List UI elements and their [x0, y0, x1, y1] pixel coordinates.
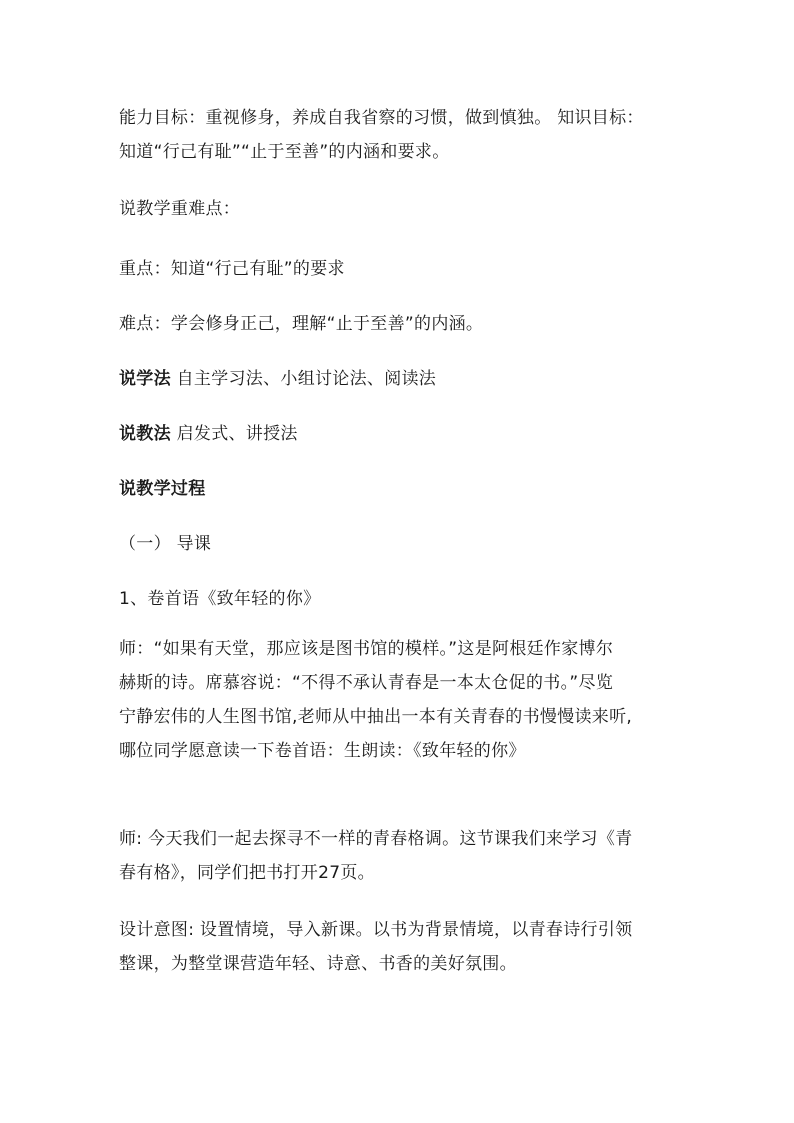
teacher-intro-line-4: 哪位同学愿意读一下卷首语：生朗读：《致年轻的你》 — [119, 741, 526, 761]
design-intent-paragraph — [119, 913, 687, 981]
ability-goal-paragraph — [119, 101, 687, 169]
preface-text: 1、卷首语《致年轻的你》 — [119, 589, 321, 609]
key-point-paragraph — [119, 252, 687, 286]
teacher-lesson-line-1: 师: 今天我们一起去探寻不一样的青春格调。这节课我们来学习《青 — [119, 829, 633, 849]
design-intent-line-2: 整课，为整堂课营造年轻、诗意、书香的美好氛围。 — [119, 954, 517, 974]
teaching-difficulty-text: 说教学重难点： — [119, 199, 241, 219]
teaching-process-text: 说教学过程 — [119, 479, 206, 499]
teaching-method-text: 启发式、讲授法 — [170, 424, 298, 444]
teaching-difficulty-heading — [119, 192, 687, 226]
teacher-intro-line-3: 宁静宏伟的人生图书馆,老师从中抽出一本有关青春的书慢慢读来听, — [119, 707, 633, 727]
key-point-text: 重点：知道“行己有耻”的要求 — [119, 259, 345, 279]
section-intro-heading — [119, 527, 687, 561]
teaching-method-label: 说教法 — [119, 424, 171, 444]
teaching-method-paragraph — [119, 417, 687, 451]
learning-method-label: 说学法 — [119, 369, 171, 389]
section-intro-text: （一） 导课 — [119, 534, 212, 554]
teacher-intro-line-1: 师：“如果有天堂，那应该是图书馆的模样。”这是阿根廷作家博尔 — [119, 639, 614, 659]
teacher-lesson-paragraph — [119, 822, 687, 890]
learning-method-text: 自主学习法、小组讨论法、阅读法 — [170, 369, 437, 389]
teacher-intro-paragraph — [119, 632, 687, 768]
difficult-point-paragraph — [119, 307, 687, 341]
teaching-process-heading — [119, 472, 687, 506]
teacher-intro-line-2: 赫斯的诗。席慕容说：“不得不承认青春是一本太仓促的书。”尽览 — [119, 673, 614, 693]
learning-method-paragraph — [119, 362, 687, 396]
difficult-point-text: 难点：学会修身正己，理解“止于至善”的内涵。 — [119, 314, 484, 334]
ability-goal-line-2: 知道“行己有耻”“止于至善”的内涵和要求。 — [119, 142, 450, 162]
ability-goal-line-1: 能力目标：重视修身，养成自我省察的习惯，做到慎独。 知识目标： — [119, 108, 644, 128]
design-intent-line-1: 设计意图: 设置情境，导入新课。以书为背景情境，以青春诗行引领 — [119, 920, 633, 940]
teacher-lesson-line-2: 春有格》，同学们把书打开27页。 — [119, 863, 375, 883]
preface-heading — [119, 582, 687, 616]
